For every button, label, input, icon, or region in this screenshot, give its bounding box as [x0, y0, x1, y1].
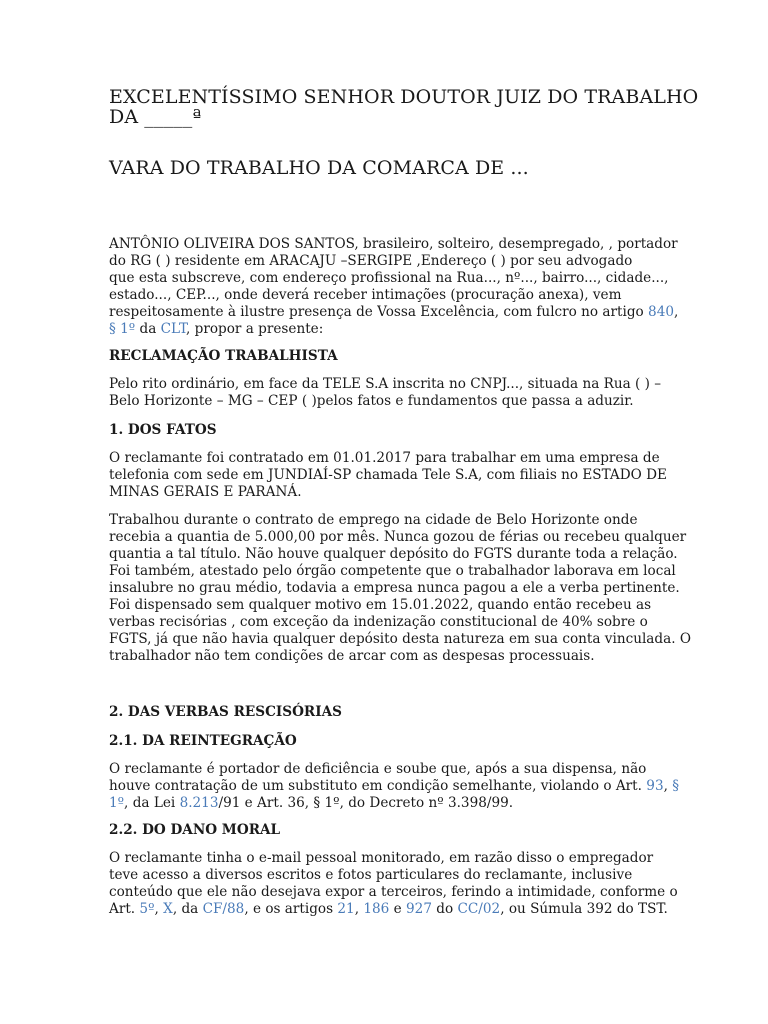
heading-line-1: EXCELENTÍSSIMO SENHOR DOUTOR JUIZ DO TRABALHO	[109, 86, 699, 108]
intro-text: respeitosamente à ilustre presença de Vossa Excelência, com fulcro no artigo	[109, 304, 649, 320]
reint-line	[109, 778, 679, 795]
rito-line: Pelo rito ordinário, em face da TELE S.A inscrita no CNPJ..., situada na Rua ( ) –	[109, 376, 662, 392]
fatos-line: trabalhador não tem condições de arcar com as despesas processuais.	[109, 648, 595, 664]
fatos-line: Foi também, atestado pelo órgão competente que o trabalhador laborava em local	[109, 563, 676, 579]
reint-text: /91 e Art. 36, § 1º, do Decreto nº 3.398/99.	[218, 795, 514, 811]
intro-text: da	[135, 321, 161, 337]
intro-line: que esta subscreve, com endereço profissional na Rua..., nº..., bairro..., cidade...,	[109, 270, 669, 286]
dano-text: , da	[172, 901, 203, 917]
fatos-line: MINAS GERAIS E PARANÁ.	[109, 484, 302, 500]
fatos-line: quantia a tal título. Não houve qualquer depósito do FGTS durante toda a relação.	[109, 546, 678, 562]
section-title-dano-moral: 2.2. DO DANO MORAL	[109, 822, 281, 838]
link-art-927[interactable]: 927	[406, 901, 432, 917]
link-cc-02[interactable]: CC/02	[457, 901, 501, 917]
dano-line: teve acesso a diversos escritos e fotos particulares do reclamante, inclusive	[109, 867, 633, 883]
link-lei-8213[interactable]: 8.213	[179, 795, 219, 811]
link-cf-88[interactable]: CF/88	[202, 901, 245, 917]
reint-line: O reclamante é portador de deficiência e soube que, após a sua dispensa, não	[109, 761, 647, 777]
fatos-line: Trabalhou durante o contrato de emprego na cidade de Belo Horizonte onde	[109, 512, 638, 528]
dano-text: , ou Súmula 392 do TST.	[500, 901, 668, 917]
fatos-line: telefonia com sede em JUNDIAÍ-SP chamada Tele S.A, com filiais no ESTADO DE	[109, 467, 667, 483]
dano-text: ,	[354, 901, 364, 917]
link-art-93[interactable]: 93	[646, 778, 664, 794]
intro-line	[109, 304, 678, 321]
intro-line: ANTÔNIO OLIVEIRA DOS SANTOS, brasileiro, solteiro, desempregado, , portador	[109, 236, 678, 252]
dano-text: Art.	[109, 901, 140, 917]
dano-text: , e os artigos	[244, 901, 338, 917]
fatos-line: FGTS, já que não havia qualquer depósito desta natureza em sua conta vinculada. O	[109, 631, 691, 647]
heading-line-3: VARA DO TRABALHO DA COMARCA DE ...	[109, 157, 529, 179]
reint-line	[109, 795, 513, 812]
link-art-840[interactable]: 840	[648, 304, 674, 320]
section-title-fatos: 1. DOS FATOS	[109, 422, 217, 438]
dano-line: conteúdo que ele não desejava expor a terceiros, ferindo a intimidade, conforme o	[109, 884, 678, 900]
dano-text: e	[389, 901, 407, 917]
reint-text: , da Lei	[124, 795, 180, 811]
intro-line: estado..., CEP..., onde deverá receber intimações (procuração anexa), vem	[109, 287, 622, 303]
dano-text: do	[431, 901, 458, 917]
dano-text: ,	[154, 901, 164, 917]
intro-text: , propor a presente:	[186, 321, 324, 337]
heading-line-2: DA _____ª	[109, 106, 202, 128]
fatos-line: verbas recisórias , com exceção da indenização constitucional de 40% sobre o	[109, 614, 648, 630]
fatos-line: Foi dispensado sem qualquer motivo em 15.01.2022, quando então recebeu as	[109, 597, 652, 613]
link-paragrafo[interactable]: §	[672, 778, 680, 794]
link-paragrafo-1[interactable]: § 1º	[109, 321, 136, 337]
action-title: RECLAMAÇÃO TRABALHISTA	[109, 348, 338, 364]
intro-text: ,	[674, 304, 679, 320]
section-title-verbas: 2. DAS VERBAS RESCISÓRIAS	[109, 704, 342, 720]
link-art-5[interactable]: 5º	[139, 901, 155, 917]
link-art-186[interactable]: 186	[363, 901, 390, 917]
intro-line	[109, 321, 323, 338]
dano-line	[109, 901, 668, 918]
link-art-21[interactable]: 21	[337, 901, 355, 917]
reint-text: houve contratação de um substituto em condição semelhante, violando o Art.	[109, 778, 647, 794]
fatos-line: recebia a quantia de 5.000,00 por mês. Nunca gozou de férias ou recebeu qualquer	[109, 529, 687, 545]
fatos-line: insalubre no grau médio, todavia a empresa nunca pagou a ele a verba pertinente.	[109, 580, 680, 596]
section-title-reintegracao: 2.1. DA REINTEGRAÇÃO	[109, 733, 297, 749]
dano-line: O reclamante tinha o e-mail pessoal monitorado, em razão disso o empregador	[109, 850, 654, 866]
intro-line: do RG ( ) residente em ARACAJU –SERGIPE ,Endereço ( ) por seu advogado	[109, 253, 633, 269]
fatos-line: O reclamante foi contratado em 01.01.2017 para trabalhar em uma empresa de	[109, 450, 660, 466]
link-inciso-x[interactable]: X	[163, 901, 173, 917]
link-paragrafo-1[interactable]: 1º	[109, 795, 125, 811]
link-clt[interactable]: CLT	[160, 321, 187, 337]
rito-line: Belo Horizonte – MG – CEP ( )pelos fatos e fundamentos que passa a aduzir.	[109, 393, 634, 409]
reint-text: ,	[663, 778, 673, 794]
